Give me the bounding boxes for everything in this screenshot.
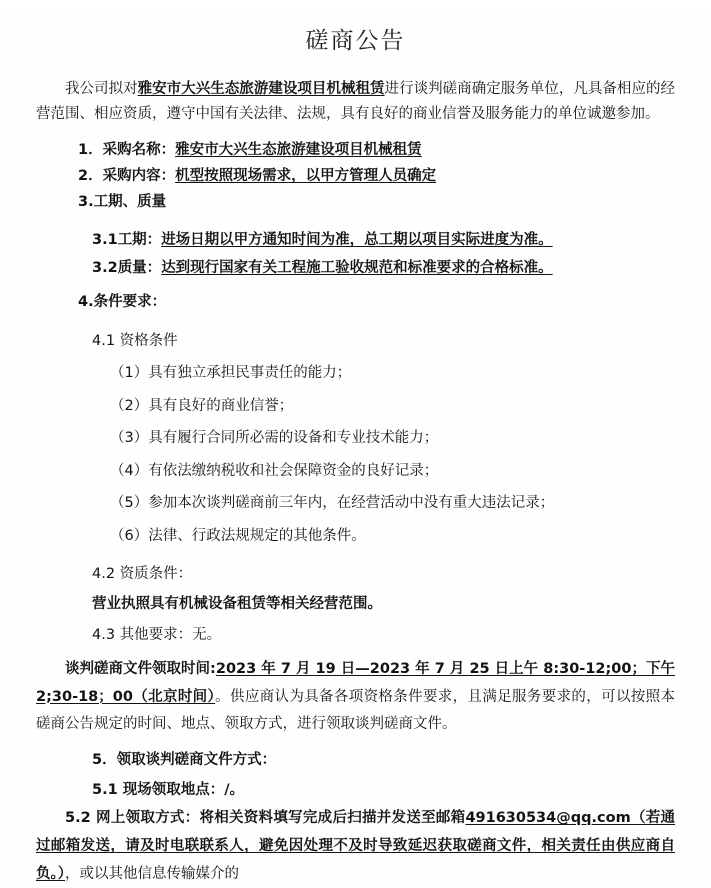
item-number: 3.2 <box>92 259 118 276</box>
intro-paragraph <box>36 77 675 126</box>
list-item-3-1 <box>92 226 675 254</box>
item-number: 1． <box>78 142 103 159</box>
item-value: 进场日期以甲方通知时间为准，总工期以项目实际进度为准。 <box>161 231 553 248</box>
list-item <box>78 164 675 190</box>
item-label: 工期、质量 <box>93 193 167 210</box>
item-label: 采购名称： <box>102 142 176 159</box>
item-label: 质量： <box>117 259 162 276</box>
subsection-5-2 <box>36 805 675 888</box>
subsection-5-2-tail: ，或以其他信息传输媒介的 <box>65 865 239 882</box>
document-page <box>0 12 711 884</box>
intro-project-name: 雅安市大兴生态旅游建设项目机械租赁 <box>137 81 385 97</box>
pickup-time-label: 谈判磋商文件领取时间: <box>65 660 216 677</box>
list-item <box>78 138 675 164</box>
list-item: （1）具有独立承担民事责任的能力； <box>110 364 352 381</box>
list-item: （3）具有履行合同所必需的设备和专业技术能力； <box>110 430 439 447</box>
item-number: 3.1 <box>92 231 118 248</box>
list-item: （5）参加本次谈判磋商前三年内，在经营活动中没有重大违法记录； <box>110 495 555 512</box>
pickup-time-rest: 。供应商认为具备各项资格条件要求，且满足服务要求的，可以按照本磋商公告规定的时间、地点、领取方式，进行领取谈判磋商文件。 <box>36 688 675 733</box>
subsection-5-2-email: 491630534@qq.com（若通过邮箱发送，请及时电联联系人，避免因处理不及时导致延迟获取磋商文件，相关责任由供应商自负。） <box>36 810 676 882</box>
list-item <box>78 190 675 216</box>
item-value: 达到现行国家有关工程施工验收规范和标准要求的合格标准。 <box>161 259 553 276</box>
subsection-4-3: 4.3 其他要求：无。 <box>92 626 222 643</box>
subsection-5-2-text: 将相关资料填写完成后扫描并发送至邮箱 <box>199 810 466 827</box>
item-value: 雅安市大兴生态旅游建设项目机械租赁 <box>175 142 422 159</box>
page-title: 磋商公告 <box>305 28 406 54</box>
numbered-list <box>36 138 675 215</box>
document-body <box>0 77 711 888</box>
subsection-4-2-text: 营业执照具有机械设备租赁等相关经营范围。 <box>92 596 382 613</box>
list-item: （2）具有良好的商业信誉； <box>110 397 294 414</box>
pickup-time-value: 2023 年 7 月 19 日—2023 年 7 月 25 日上午 8:30-12;00；下午 2;30-18；00（北京时间） <box>36 660 675 705</box>
intro-rest: 进行谈判磋商确定服务单位，凡具备相应的经营范围、相应资质，遵守中国有关法律、法规，具有良好的商业信誉及服务能力的单位诚邀参加。 <box>36 81 676 122</box>
item-value: 机型按照现场需求，以甲方管理人员确定 <box>175 168 437 185</box>
subsection-5-2-label: 5.2 网上领取方式： <box>65 810 200 827</box>
list-item: （4）有依法缴纳税收和社会保障资金的良好记录； <box>110 462 439 479</box>
section-conditions-heading: 4.条件要求： <box>78 294 167 311</box>
item-label: 采购内容： <box>102 168 176 185</box>
item-label: 工期： <box>117 231 162 248</box>
subsection-4-1-heading: 4.1 资格条件 <box>92 333 178 350</box>
subsection-5-1: 5.1 现场领取地点：/。 <box>92 782 245 799</box>
list-item: （6）法律、行政法规规定的其他条件。 <box>110 528 366 545</box>
list-item-3-2 <box>92 254 675 282</box>
section-pickup-heading: 5．领取谈判磋商文件方式： <box>92 751 277 768</box>
subsection-4-2-heading: 4.2 资质条件： <box>92 565 193 582</box>
pickup-time-paragraph <box>36 656 675 739</box>
item-number: 2． <box>78 168 103 185</box>
item-number: 3. <box>78 193 94 210</box>
intro-lead: 我公司拟对 <box>65 81 138 97</box>
